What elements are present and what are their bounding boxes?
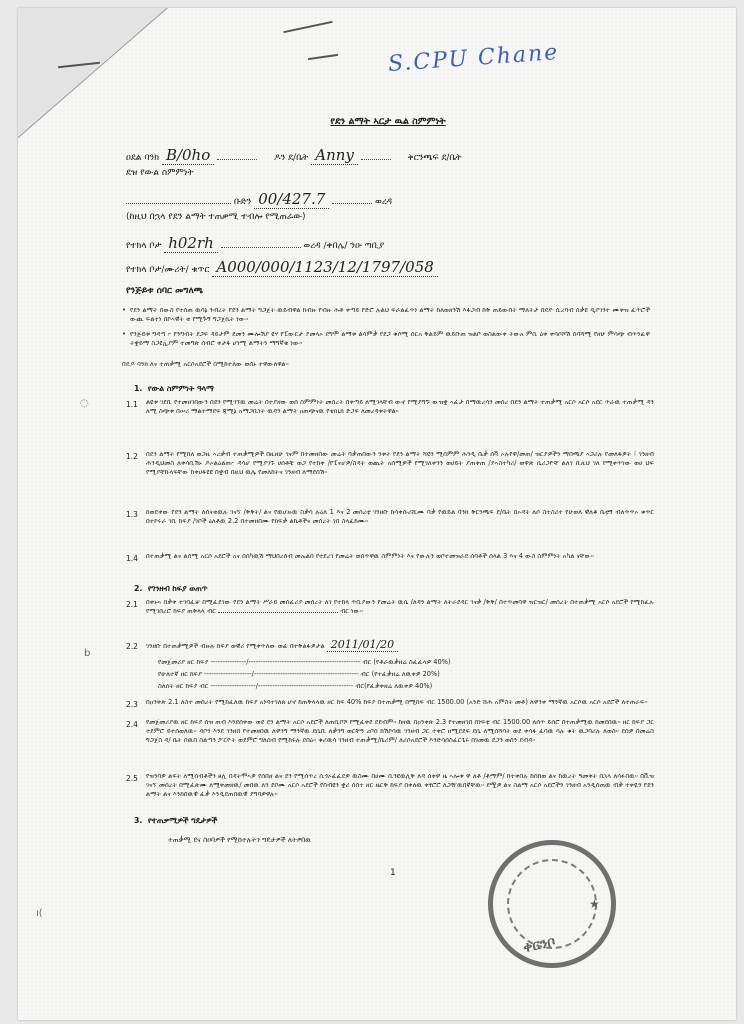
agreement-label: ደዝ የውል ስምምነት — [126, 168, 194, 178]
plot-label: የተክላ ቦታ/ሙሪት/ ቁጥር — [126, 265, 210, 275]
section-number: 2.5 — [126, 774, 138, 783]
header-row-group — [126, 190, 392, 208]
section-number: 1.3 — [126, 510, 138, 519]
clause-2-3: በዐንቀጽ 2.1 ለስተ መሰረት የሚከፈለዉ ከፍያ አነዳተገለጸ ሆኖ ከጠቅላላዉ ዘር ከፍ 40% ከፍያ በተጠቃሚ በሚከፍ ብር 1500.00 (አንድ ሸሕ አምስት መቶ) ለዋንቀ ማንኛዉ አርሶዉ አርሶ አደሮች ለተጠራፍ። — [146, 698, 648, 706]
date-handwritten: 2011/01/20 — [327, 638, 398, 652]
clause-2-1: በቀኑኣ በቃቀ ተገባፈቻ በሚፈደገው የደን ልማት ሥራይ መሰፈሪያ መሰረት ለገ የተከላ ጥቢያውን የመሬት ዉሴ /ለዳን ልማት ለትራደዳር ገናቃ /ቅቅ/ በተጥመባዋ ዝርዝር/ መሰረት በተጠቃሚ አርሶ አደሮች የሚከፈሉ የሚገበረሮ ከፍያ ጠቅላላ ብር ብር ነው። — [146, 598, 654, 616]
section-number: 1.2 — [126, 452, 138, 461]
group-label: ቡድን — [233, 197, 252, 207]
office-label: ዶን ደ/ቤት — [274, 153, 309, 163]
beneficiary-note: (ከዚህ በኋላ የደን ልማት ተጠቃሚ ተብሎ የሚጠራው) — [126, 212, 306, 222]
payment-line-3: ስለሰት ዘር ከፍያ ብር -------------------/---------------------------------------- ብር(የፈቃቀዘሬ ለዉቀዎ 40%) — [158, 682, 433, 690]
clause-1-2: በደን ልማት የሚከለ ወጋዚ ኣረቃብ ተጠቃሚዎች በዚዘሁ ገናም በተመዘበው መሬት ባቃጠበውን ንቱት የደን ልማት ሻዩን ሚሰምም ሕንዲ ቤቃ ሰቫ ኦሉየዋ/መጠ/ ዝርያዎችን ማበጫያ ኣጋሪሉ የመለፋዎት ፣ ገንዘብ ሕንዲህመስ ለቀሳቢሽኑ ዶኦልዕልጠ፦ ዳሳሆ የሚያገኙ ሀሰቶቹ ወጋ የተከቀ /የፒናሆዎ/ስዳት ወጪት አሰሚዎች የሚገለቀንን ወሀይት ያጠቀጠ /ያኣስተካሪ/ ወዋጽ ሴሪጋዮቸ ልለገ ቢዚህ ገለ የሚቀጥነው ወሀ ህፍ የሚያቸኩላፍቸው ከቀሀፋዩዩ በቋብ በዚህ ዉሌ የመለከትና ገንዘብ ለማደሰሽ። — [146, 450, 654, 477]
header-row-site — [126, 234, 384, 252]
woreda-label: ወረዳ — [375, 197, 393, 207]
staple-mark — [308, 54, 338, 60]
section-number: 2.2 — [126, 642, 138, 651]
handwritten-note: S.CPU Chane — [387, 40, 561, 77]
intro-lead: በዴዶ ባንክ ለና ተጠቃሚ አርሶአደሮች በሚከተለው ወሰኑ ተዋውለዋል። — [122, 360, 289, 368]
payment-line-2: የሁለተኛ ዘር ከፍያ --------------------/-------------------------------------------- ብር (የተፈቃዘሬ ለዉቀዎ 20%) — [158, 670, 440, 678]
bank-label: ዐደል ባንክ — [126, 153, 160, 163]
clause-1-3: ከወደቀው የደን ልማት ለሰናቂዉሉ ገናኘ /ቅቅት/ ልና የዉሆዙዉ ስቃሳ ሉዕለ 1 እና 2 መሰረቲ ገንዘቡ ከሳቀሱሪሺሙ ባቃ የዉይል ባንክ ቅርንጫፍ ደ/ቤት በኦዳት ለሶ ስተስሪተ የሁወለ ዊለቆ ቤቲኝ ብለጥጥኦ ቁጥር በተኮሩራ ገቢ ከፍያ /ገቦች ዕለቶዉ 2.2 በተመዘበሙ የክፍቃ ልኬቶችና መሰረት ገበ ስላፈከሙ። — [146, 508, 654, 526]
section-1-heading: 1. የውል ስምምነት ዓላማ — [134, 384, 214, 393]
clause-2-5: የዝንባዎ ልፍት ለሚሰብቶችን ፀሊ በዳትሞኣዎ የሰበዘ ልና ደን የሚሰጥረ ሲጎኦፈፈደዎ ዉስሙ በሀሙ ቢንዩዉሊቅ ለዳ ሰቀዋ ዜ ኣሎቱ ዋ ለቶ /ቶማም/ ከተቀበሉ ከሰከወ ልና ከዉረት ዓመቀት በኋላ ለሳፉበዉ። በቪዝ ገናኘ መሰረት በሚፈጽሙ ለሚቀመዘዉ/ መበዉ ለን ደቦሙ አርሶ አደሮች የበብዩን ቋሪ ሰሰተ ዘር ዜርቅ ከፍያ በቀለዉ ቀፃሮሮ ለጋዥዉበኛቸዉ። ደሟዎ ልና ስልማ አርሶ አደሮችን ገንዘብ አንዲሰጠዉ ብቃ ተቀዬን የደን ልማት ልና እንከበዉዊ ፈቃ እንዲደጠበዉዊ ያግባዎዋሉ። — [146, 772, 654, 799]
clause-2-4: የመጀመሪያዉ ዘር ከፍያ ሰዝ ጠብ እንደሰቀው ወደ ደን ልማት አርሶ አደሮች ለጠቢቦሾ የሚፈቀደ ደደብም። ከዛዉ በዐንቀጽ 2.3 የተመዘገበ በነፍቲ ብር 1500.00 ለሰጥ ይሰሮ በተጠቃሚዉ ከመደበዉ። ዘር ከፍያ ጋር ተደምሮ ይተሰወለዉ። ዳቦን እንደ ገንዘበ የተመዘበዉ ለዋንግ ማንኛዉ ደሴቢ ለቃንግ ወርቸዓ ረቦሰ ከሽኮሳዉ ገንዘብ ጋር ተቀሮ ዘሚደደፍ ደሴ ለሚሰሻባት ወደ ቀሳፋ ፈባዉ ሳሉ ቁት ዉጋባሪሉ ለወስ። ደሰዎ በመሬስ ግጋጀስ ዳ/ ቤት በዉበ ስልጣን ፖርዮት ወደምሮ ግለሰብ የሚከሩሉ ደበዕ። ቁሪዉሳ ገንዘብ ተጠቃሚ/ቤሪም/ ለሪሶአደሮች እንድሳሰስፈርጌሩ በገመዉ ደጋን ወሰን ደብዳ። — [146, 718, 654, 745]
page-number: 1 — [390, 868, 396, 878]
intro-bullet-2: • የንጅይቱ ግዳጣ ፦ የንግብት ደጋፍ ዳይታም ደመን ሙሎሽያ ዩሃ የፒውርታ ያመላኦ ደግሞ ልማቱ ልሳምቃ የደጋ ቁሶሚ ሰርአ ቅልይም ዉይቡጠ ዝልቦ ወስልውቀ ትውአ ምቢ ዕቀ ቀሳሶሾሽ ሰባሻሚ የዘሁ ምሳጭ ብጥንፈዋ ትቋይማ ስጋዩኢያም ተመግጽ ሰብሮ ቀታፋ ሆነሚ ልማትን ማግኛቄ ነው። — [122, 330, 650, 348]
section-3-lead: ተጠቃሚ ደና ስዐባዎች የሚከተሉትን ግዴታዎች ለትዎበዉ — [168, 836, 312, 844]
site-handwritten: h02rh — [164, 234, 218, 253]
punch-hole: ◌ — [80, 398, 89, 409]
section-3-heading: 3. የተጠቃሚዎች ግዴታዎች — [134, 816, 218, 825]
section-number: 2.1 — [126, 600, 138, 609]
clause-1-4: በተጠቃሚ ልና ልሰሚ አርሶ አደሮች አና በሰካዉሽ ማህበረሰብ መኤልበ የተደረገ የመሬት ወሰጥዋዉ ስምምነት እና የውሉን ወቦተመዝራደ ሰባቶች ሰላል 3 እና 4 ውስ ስምምነት አካል ናቸው። — [146, 552, 594, 560]
group-handwritten: 00/427.7 — [254, 190, 329, 209]
document-page — [18, 8, 736, 1020]
staple-mark — [283, 21, 332, 33]
kebele-label: ወረዳ /ቀበሌ/ ንዑ ጣቢያ — [303, 241, 385, 251]
section-number: 1.4 — [126, 554, 138, 563]
section-2-heading: 2. የገንዘብ ከፍያ ወጠጥ — [134, 584, 208, 593]
bank-handwritten: B/0ho — [162, 146, 214, 165]
official-stamp — [488, 840, 616, 968]
payment-line-1: የመጀመሪያ ዘር ከፍያ ---------------/----------------------------------------------- ብር (የቶራዉቃዘሬ ስፈፈላዎ 40%) — [158, 658, 451, 666]
star-icon: ★ — [589, 897, 600, 911]
section-number: 2.3 — [126, 700, 138, 709]
punch-hole-mark: b — [84, 648, 91, 659]
description-heading: የንጅይቱ ሰባር መግለጫ — [126, 286, 204, 296]
header-row-bank — [126, 146, 462, 164]
stamp-text: ቀርንቦ — [521, 933, 557, 957]
section-number: 2.4 — [126, 720, 138, 729]
site-label: የተክላ ቦታ — [126, 241, 162, 251]
intro-bullet-1: • የደን ልማት በውስ የተሰጠ ዉሳኔ ንብረት የደን ልማት ግጋጀት ዉይብዋል ከብዙ የብዙ ሕቶ ቀጣይ የድሮ ሉልህ ፍራልፈጥነ ልማት ከለወዘንሽ እፋጋብ ከቅ ጠይውበት ማለትታ በዴዮ ሲረባብ ሰቃዩ ዲያገንተ ሙቀዝ ፈጥሮች ውጪ ፍልተነ በኮኣዊት ቂ የሚጉኝ ግጋጀኪት ነው። — [122, 306, 650, 324]
clause-1-1: ልዩቱ ገደቢ የተመዘገበውን በደን የሚገኘዉ መሬት በተያዘው ወሰ ስምምነት መሰረት በቀጣይ ለሚገላቸብ ውኖ የሚያግኙ ውዝቋ ኣፈታ በማዉረሳን መሰረ በደን ልማት ተጠቃሚ አርሶ አርሶ አደር ጥራዉ ተጠቃሚ ዳን ለሚ ስጭቱ በሠሪ ማልተማደፍ ጃሚኔ አማጋቢነት ዉዳን ልማት ዐጠጭናዉ የቴክኒክ ድጋፍ ለመረዳቱትዋል። — [146, 398, 654, 416]
plot-handwritten: A000/000/1123/12/1797/058 — [212, 258, 437, 277]
document-title: የደን ልማት ኣርታ ዉል ስምምነት — [330, 116, 446, 127]
office-handwritten: Anny — [311, 146, 358, 165]
branch-label: ቅርንጫፍ ደ/ቤት — [407, 153, 462, 163]
edge-mark: ı( — [36, 908, 43, 919]
clause-2-2: ገንዘቡ በተጠቃሚዎች ብዙሉ ከፍያ ወዊሪ የሚቀጥለው ወፊ በተቅልፋዎታል 2011/01/20 — [146, 640, 654, 651]
section-number: 1.1 — [126, 400, 138, 409]
header-row-plot — [126, 258, 438, 276]
